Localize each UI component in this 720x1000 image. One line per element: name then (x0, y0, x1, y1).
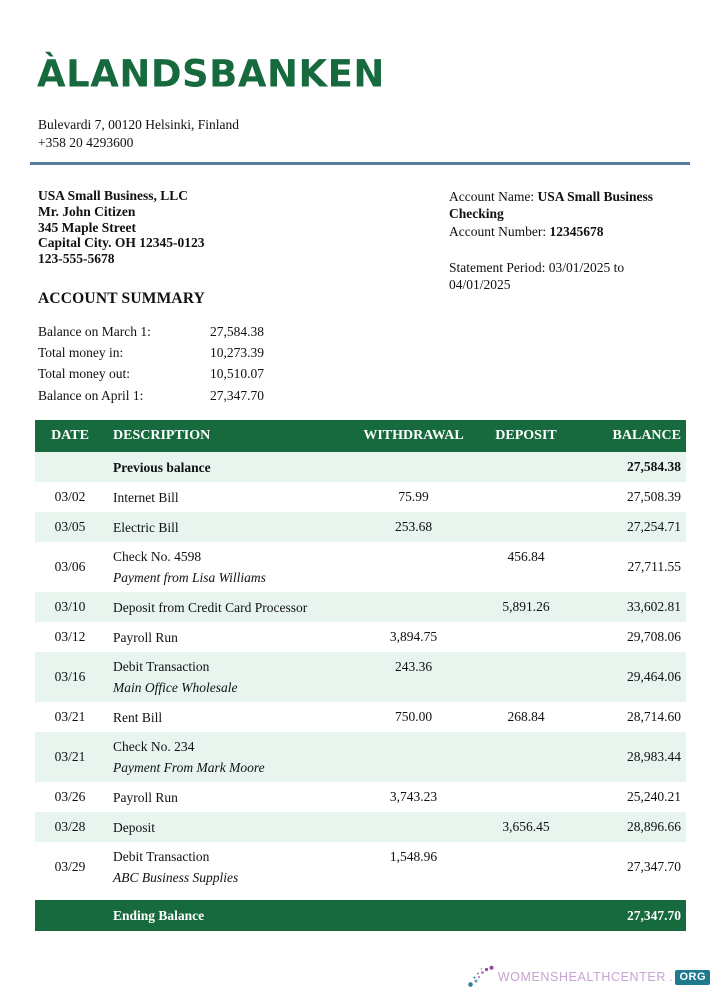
customer-contact: Mr. John Citizen (38, 203, 136, 219)
transactions-table (35, 420, 686, 931)
txn-description (105, 622, 351, 652)
txn-description-main: Deposit from Credit Card Processor (113, 599, 308, 615)
summary-label: Balance on April 1: (38, 387, 144, 403)
summary-value: 27,584.38 (210, 324, 264, 339)
txn-description (105, 702, 351, 732)
txn-date: 03/29 (54, 859, 86, 874)
previous-balance-deposit (476, 452, 576, 482)
txn-withdrawal: 750.00 (394, 709, 433, 724)
table-row (35, 812, 686, 842)
transactions-body (35, 452, 686, 892)
txn-date: 03/06 (54, 559, 86, 574)
summary-label: Total money in: (38, 345, 124, 361)
table-row (35, 732, 686, 782)
txn-date: 03/26 (54, 789, 86, 804)
bank-address (38, 116, 239, 152)
account-number-label: Account Number: (449, 223, 550, 239)
watermark-tld-badge: ORG (675, 970, 710, 985)
customer-city: Capital City. OH 12345-0123 (38, 235, 205, 251)
txn-description (105, 812, 351, 842)
txn-withdrawal (351, 732, 476, 782)
previous-balance-date (35, 452, 105, 482)
summary-label: Total money out: (38, 366, 131, 382)
txn-description (105, 842, 351, 892)
table-row (35, 482, 686, 512)
txn-description-main: Internet Bill (113, 489, 179, 505)
txn-date: 03/21 (54, 709, 86, 724)
watermark-dots-icon (467, 965, 495, 989)
txn-description (105, 652, 351, 702)
header-balance: BALANCE (612, 428, 681, 443)
txn-balance: 25,240.21 (627, 789, 681, 804)
txn-description-main: Rent Bill (113, 709, 163, 725)
ending-balance-label: Ending Balance (113, 907, 205, 923)
txn-deposit (476, 512, 576, 542)
txn-description (105, 782, 351, 812)
parties-section (38, 188, 682, 293)
bank-address-line2: +358 20 4293600 (38, 134, 134, 150)
txn-withdrawal: 3,894.75 (389, 629, 438, 644)
header-date: DATE (51, 428, 89, 443)
txn-date: 03/28 (54, 819, 86, 834)
txn-balance: 27,711.55 (627, 559, 681, 574)
customer-address-block (38, 188, 205, 293)
summary-value: 10,273.39 (210, 345, 264, 361)
table-header-row (35, 420, 686, 452)
header-divider (30, 162, 690, 165)
summary-label: Balance on March 1: (38, 324, 151, 339)
txn-balance: 27,347.70 (627, 859, 681, 874)
customer-street: 345 Maple Street (38, 219, 136, 235)
txn-balance: 33,602.81 (627, 599, 681, 614)
table-row (35, 782, 686, 812)
txn-description (105, 592, 351, 622)
txn-date: 03/16 (54, 669, 86, 684)
table-row (35, 542, 686, 592)
txn-withdrawal: 1,548.96 (389, 849, 438, 864)
table-row (35, 512, 686, 542)
customer-name: USA Small Business, LLC (38, 188, 189, 203)
txn-date: 03/02 (54, 489, 86, 504)
account-number-value: 12345678 (549, 223, 604, 239)
summary-row (38, 385, 264, 406)
account-name-line (449, 188, 682, 223)
txn-withdrawal (351, 542, 476, 592)
txn-withdrawal (351, 592, 476, 622)
txn-description-detail: Payment from Lisa Williams (113, 570, 266, 585)
txn-date: 03/05 (54, 519, 86, 534)
account-name-value: USA Small Business Checking (449, 189, 654, 222)
txn-date: 03/12 (54, 629, 86, 644)
txn-balance: 29,464.06 (627, 669, 681, 684)
table-row (35, 842, 686, 892)
account-number-line (449, 223, 682, 240)
txn-withdrawal: 3,743.23 (389, 789, 438, 804)
txn-deposit (476, 622, 576, 652)
table-row (35, 622, 686, 652)
txn-description-main: Check No. 234 (113, 739, 195, 754)
txn-deposit (476, 732, 576, 782)
txn-date: 03/10 (54, 599, 86, 614)
txn-description-main: Check No. 4598 (113, 549, 202, 564)
bank-logo: ÀLANDSBANKEN (37, 51, 385, 96)
account-name-label: Account Name: (449, 189, 538, 204)
summary-value: 10,510.07 (210, 366, 264, 382)
account-summary-rows (38, 321, 264, 406)
summary-row (38, 342, 264, 363)
txn-description (105, 542, 351, 592)
txn-description-detail: ABC Business Supplies (113, 870, 239, 885)
bank-address-line1: Bulevardi 7, 00120 Helsinki, Finland (38, 117, 239, 132)
txn-description (105, 512, 351, 542)
watermark-separator: . (668, 970, 673, 984)
txn-description-main: Debit Transaction (113, 849, 210, 864)
txn-balance: 27,508.39 (627, 489, 681, 504)
previous-balance-withdrawal (351, 452, 476, 482)
txn-deposit: 5,891.26 (502, 599, 550, 614)
table-row (35, 702, 686, 732)
txn-deposit: 268.84 (507, 709, 545, 724)
header-deposit: DEPOSIT (495, 428, 557, 443)
table-row (35, 592, 686, 622)
txn-balance: 28,896.66 (627, 819, 681, 834)
txn-balance: 27,254.71 (627, 519, 681, 534)
previous-balance-amount: 27,584.38 (627, 459, 681, 474)
txn-withdrawal: 243.36 (394, 659, 433, 674)
txn-balance: 28,983.44 (627, 749, 681, 764)
summary-row (38, 363, 264, 384)
customer-phone: 123-555-5678 (38, 251, 115, 267)
txn-description-main: Debit Transaction (113, 659, 210, 674)
summary-value: 27,347.70 (210, 387, 264, 403)
txn-description-main: Electric Bill (113, 519, 179, 535)
watermark-site-name: WOMENSHEALTHCENTER (497, 970, 666, 984)
txn-description-main: Payroll Run (113, 629, 178, 645)
txn-withdrawal: 253.68 (394, 519, 433, 534)
txn-deposit (476, 782, 576, 812)
txn-description (105, 482, 351, 512)
txn-description-detail: Payment From Mark Moore (113, 760, 265, 775)
txn-date: 03/21 (54, 749, 86, 764)
previous-balance-row (35, 452, 686, 482)
summary-row (38, 321, 264, 342)
header-withdrawal: WITHDRAWAL (363, 428, 464, 443)
account-info-block (449, 188, 682, 293)
ending-balance-amount: 27,347.70 (627, 907, 681, 923)
ending-balance-row (35, 900, 686, 931)
account-summary-section (38, 290, 264, 406)
txn-description (105, 732, 351, 782)
txn-withdrawal (351, 812, 476, 842)
txn-description-main: Payroll Run (113, 789, 178, 805)
txn-description-detail: Main Office Wholesale (113, 680, 238, 695)
txn-withdrawal: 75.99 (398, 489, 429, 504)
txn-deposit (476, 842, 576, 892)
statement-period-line: Statement Period: 03/01/2025 to 04/01/2025 (449, 259, 625, 293)
txn-balance: 29,708.06 (627, 629, 681, 644)
txn-deposit (476, 652, 576, 702)
txn-deposit (476, 482, 576, 512)
previous-balance-label: Previous balance (113, 459, 211, 475)
header-description: DESCRIPTION (113, 428, 211, 443)
txn-description-main: Deposit (113, 819, 155, 835)
txn-deposit: 456.84 (507, 549, 545, 564)
table-row (35, 652, 686, 702)
account-summary-title: ACCOUNT SUMMARY (38, 290, 206, 307)
txn-balance: 28,714.60 (627, 709, 681, 724)
watermark (467, 965, 710, 989)
txn-deposit: 3,656.45 (502, 819, 550, 834)
